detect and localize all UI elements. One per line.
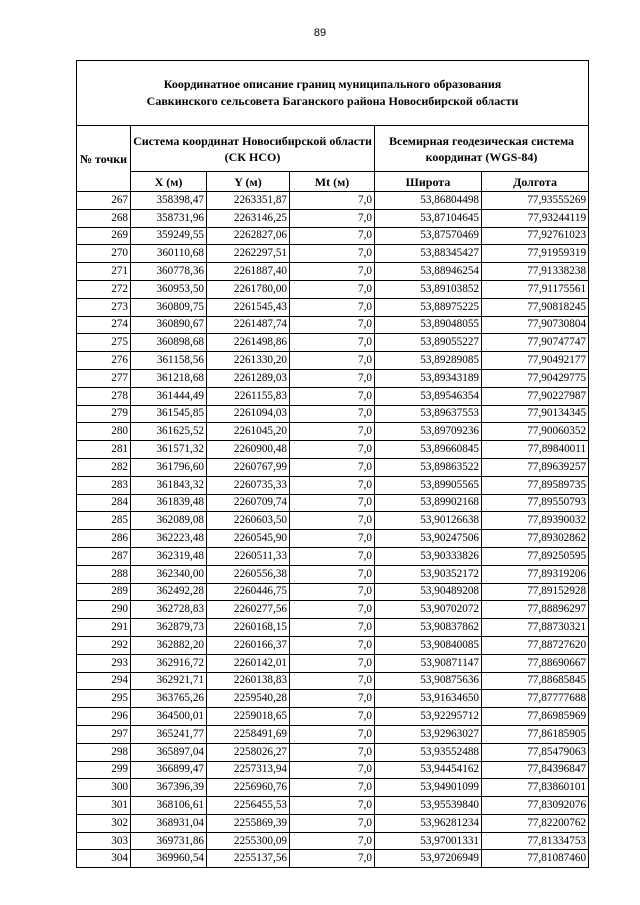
cell-longitude: 77,88727620 (482, 636, 589, 654)
cell-mt: 7,0 (290, 352, 375, 370)
cell-y: 2260446,75 (207, 583, 290, 601)
cell-longitude: 77,85479063 (482, 743, 589, 761)
cell-y: 2260603,50 (207, 512, 290, 530)
cell-longitude: 77,93555269 (482, 192, 589, 210)
cell-y: 2259540,28 (207, 690, 290, 708)
cell-mt: 7,0 (290, 245, 375, 263)
cell-latitude: 53,89055227 (375, 334, 482, 352)
cell-latitude: 53,89103852 (375, 280, 482, 298)
table-row (77, 316, 589, 334)
cell-latitude: 53,90352172 (375, 565, 482, 583)
table-row (77, 619, 589, 637)
cell-latitude: 53,90489208 (375, 583, 482, 601)
cell-x: 358731,96 (131, 209, 207, 227)
table-row (77, 280, 589, 298)
cell-mt: 7,0 (290, 441, 375, 459)
cell-latitude: 53,93552488 (375, 743, 482, 761)
table-row (77, 654, 589, 672)
table-row (77, 779, 589, 797)
cell-x: 362089,08 (131, 512, 207, 530)
cell-y: 2260142,01 (207, 654, 290, 672)
cell-point-no: 269 (77, 227, 131, 245)
table-row (77, 369, 589, 387)
cell-latitude: 53,87570469 (375, 227, 482, 245)
cell-latitude: 53,86804498 (375, 192, 482, 210)
table-row (77, 387, 589, 405)
cell-y: 2260735,33 (207, 476, 290, 494)
cell-y: 2260900,48 (207, 441, 290, 459)
table-row (77, 743, 589, 761)
cell-latitude: 53,89048055 (375, 316, 482, 334)
cell-latitude: 53,92963027 (375, 725, 482, 743)
cell-x: 361571,32 (131, 441, 207, 459)
cell-x: 369731,86 (131, 832, 207, 850)
cell-x: 366899,47 (131, 761, 207, 779)
table-row (77, 583, 589, 601)
cell-x: 364500,01 (131, 708, 207, 726)
cell-point-no: 299 (77, 761, 131, 779)
cell-y: 2256455,53 (207, 797, 290, 815)
cell-latitude: 53,89546354 (375, 387, 482, 405)
cell-mt: 7,0 (290, 779, 375, 797)
cell-point-no: 285 (77, 512, 131, 530)
cell-point-no: 302 (77, 814, 131, 832)
cell-x: 361158,56 (131, 352, 207, 370)
cell-mt: 7,0 (290, 547, 375, 565)
cell-mt: 7,0 (290, 423, 375, 441)
cell-y: 2255869,39 (207, 814, 290, 832)
cell-x: 362319,48 (131, 547, 207, 565)
cell-latitude: 53,90871147 (375, 654, 482, 672)
cell-x: 369960,54 (131, 850, 207, 868)
cell-x: 360890,67 (131, 316, 207, 334)
cell-longitude: 77,82200762 (482, 814, 589, 832)
cell-x: 359249,55 (131, 227, 207, 245)
table-row (77, 441, 589, 459)
cell-longitude: 77,90730804 (482, 316, 589, 334)
cell-x: 358398,47 (131, 192, 207, 210)
cell-latitude: 53,88975225 (375, 298, 482, 316)
cell-longitude: 77,81087460 (482, 850, 589, 868)
cell-x: 362879,73 (131, 619, 207, 637)
cell-longitude: 77,90227987 (482, 387, 589, 405)
cell-longitude: 77,81334753 (482, 832, 589, 850)
cell-x: 362728,83 (131, 601, 207, 619)
table-row (77, 512, 589, 530)
table-row (77, 547, 589, 565)
cell-point-no: 295 (77, 690, 131, 708)
cell-y: 2260767,99 (207, 458, 290, 476)
cell-longitude: 77,89639257 (482, 458, 589, 476)
cell-longitude: 77,90492177 (482, 352, 589, 370)
header-longitude: Долгота (482, 172, 589, 192)
table-row (77, 423, 589, 441)
table-row (77, 601, 589, 619)
table-row (77, 405, 589, 423)
cell-y: 2260556,38 (207, 565, 290, 583)
table-row (77, 494, 589, 512)
cell-mt: 7,0 (290, 814, 375, 832)
cell-point-no: 276 (77, 352, 131, 370)
cell-y: 2260168,15 (207, 619, 290, 637)
table-row (77, 761, 589, 779)
cell-point-no: 267 (77, 192, 131, 210)
cell-latitude: 53,96281234 (375, 814, 482, 832)
cell-y: 2262827,06 (207, 227, 290, 245)
cell-y: 2262297,51 (207, 245, 290, 263)
cell-y: 2261330,20 (207, 352, 290, 370)
cell-mt: 7,0 (290, 601, 375, 619)
table-row (77, 690, 589, 708)
cell-mt: 7,0 (290, 850, 375, 868)
cell-latitude: 53,88345427 (375, 245, 482, 263)
cell-y: 2255137,56 (207, 850, 290, 868)
cell-mt: 7,0 (290, 725, 375, 743)
cell-longitude: 77,90134345 (482, 405, 589, 423)
cell-y: 2261094,03 (207, 405, 290, 423)
table-row (77, 636, 589, 654)
cell-mt: 7,0 (290, 209, 375, 227)
cell-point-no: 270 (77, 245, 131, 263)
header-latitude: Широта (375, 172, 482, 192)
table-row (77, 565, 589, 583)
cell-x: 361218,68 (131, 369, 207, 387)
cell-longitude: 77,86185905 (482, 725, 589, 743)
cell-point-no: 291 (77, 619, 131, 637)
cell-point-no: 301 (77, 797, 131, 815)
cell-mt: 7,0 (290, 690, 375, 708)
cell-longitude: 77,89550793 (482, 494, 589, 512)
cell-longitude: 77,90060352 (482, 423, 589, 441)
cell-y: 2261780,00 (207, 280, 290, 298)
cell-mt: 7,0 (290, 387, 375, 405)
header-local-system: Система координат Новосибирской области (СК НСО) (131, 126, 375, 172)
cell-y: 2261487,74 (207, 316, 290, 334)
cell-longitude: 77,90429775 (482, 369, 589, 387)
cell-x: 365241,77 (131, 725, 207, 743)
cell-x: 368106,61 (131, 797, 207, 815)
cell-mt: 7,0 (290, 636, 375, 654)
cell-point-no: 296 (77, 708, 131, 726)
table-row (77, 192, 589, 210)
cell-latitude: 53,92295712 (375, 708, 482, 726)
cell-latitude: 53,95539840 (375, 797, 482, 815)
cell-point-no: 284 (77, 494, 131, 512)
cell-x: 361796,60 (131, 458, 207, 476)
cell-longitude: 77,87777688 (482, 690, 589, 708)
cell-mt: 7,0 (290, 334, 375, 352)
page-number: 89 (313, 27, 327, 39)
table-row (77, 672, 589, 690)
cell-x: 361843,32 (131, 476, 207, 494)
cell-mt: 7,0 (290, 512, 375, 530)
table-row (77, 458, 589, 476)
coordinates-table (76, 60, 589, 868)
cell-latitude: 53,89637553 (375, 405, 482, 423)
table-body (77, 192, 589, 868)
table-row (77, 725, 589, 743)
cell-y: 2258026,27 (207, 743, 290, 761)
table-row (77, 797, 589, 815)
cell-y: 2258491,69 (207, 725, 290, 743)
cell-longitude: 77,89302862 (482, 530, 589, 548)
cell-x: 362340,00 (131, 565, 207, 583)
cell-latitude: 53,89343189 (375, 369, 482, 387)
cell-y: 2261545,43 (207, 298, 290, 316)
cell-x: 367396,39 (131, 779, 207, 797)
table-row (77, 209, 589, 227)
cell-mt: 7,0 (290, 672, 375, 690)
cell-mt: 7,0 (290, 316, 375, 334)
cell-longitude: 77,83860101 (482, 779, 589, 797)
cell-y: 2260545,90 (207, 530, 290, 548)
cell-latitude: 53,88946254 (375, 263, 482, 281)
cell-x: 360898,68 (131, 334, 207, 352)
cell-longitude: 77,90818245 (482, 298, 589, 316)
cell-longitude: 77,92761023 (482, 227, 589, 245)
cell-longitude: 77,89840011 (482, 441, 589, 459)
cell-latitude: 53,90702072 (375, 601, 482, 619)
header-wgs-system: Всемирная геодезическая система координат (WGS-84) (375, 126, 589, 172)
cell-longitude: 77,89390032 (482, 512, 589, 530)
cell-point-no: 280 (77, 423, 131, 441)
cell-point-no: 275 (77, 334, 131, 352)
cell-point-no: 272 (77, 280, 131, 298)
cell-x: 363765,26 (131, 690, 207, 708)
cell-longitude: 77,88730321 (482, 619, 589, 637)
cell-latitude: 53,90875636 (375, 672, 482, 690)
cell-mt: 7,0 (290, 654, 375, 672)
table-row (77, 708, 589, 726)
cell-latitude: 53,90840085 (375, 636, 482, 654)
cell-latitude: 53,90837862 (375, 619, 482, 637)
cell-mt: 7,0 (290, 476, 375, 494)
cell-y: 2263351,87 (207, 192, 290, 210)
table-row (77, 227, 589, 245)
cell-point-no: 281 (77, 441, 131, 459)
table-row (77, 530, 589, 548)
cell-mt: 7,0 (290, 530, 375, 548)
cell-y: 2260511,33 (207, 547, 290, 565)
cell-mt: 7,0 (290, 227, 375, 245)
cell-y: 2260277,56 (207, 601, 290, 619)
cell-longitude: 77,88896297 (482, 601, 589, 619)
cell-point-no: 298 (77, 743, 131, 761)
cell-y: 2260138,83 (207, 672, 290, 690)
cell-x: 362223,48 (131, 530, 207, 548)
cell-y: 2261045,20 (207, 423, 290, 441)
table-title (77, 61, 589, 126)
cell-longitude: 77,91959319 (482, 245, 589, 263)
cell-mt: 7,0 (290, 708, 375, 726)
cell-latitude: 53,97206949 (375, 850, 482, 868)
cell-x: 362492,28 (131, 583, 207, 601)
cell-x: 360778,36 (131, 263, 207, 281)
cell-mt: 7,0 (290, 494, 375, 512)
cell-latitude: 53,89660845 (375, 441, 482, 459)
cell-point-no: 283 (77, 476, 131, 494)
cell-mt: 7,0 (290, 192, 375, 210)
header-y: Y (м) (207, 172, 290, 192)
cell-latitude: 53,90333826 (375, 547, 482, 565)
table-row (77, 263, 589, 281)
cell-latitude: 53,89902168 (375, 494, 482, 512)
cell-point-no: 277 (77, 369, 131, 387)
cell-y: 2261289,03 (207, 369, 290, 387)
cell-latitude: 53,89289085 (375, 352, 482, 370)
cell-point-no: 268 (77, 209, 131, 227)
cell-point-no: 286 (77, 530, 131, 548)
cell-mt: 7,0 (290, 743, 375, 761)
cell-point-no: 292 (77, 636, 131, 654)
cell-x: 361444,49 (131, 387, 207, 405)
cell-longitude: 77,89152928 (482, 583, 589, 601)
cell-y: 2260709,74 (207, 494, 290, 512)
cell-latitude: 53,94454162 (375, 761, 482, 779)
cell-latitude: 53,97001331 (375, 832, 482, 850)
cell-x: 368931,04 (131, 814, 207, 832)
cell-point-no: 271 (77, 263, 131, 281)
cell-point-no: 287 (77, 547, 131, 565)
cell-point-no: 289 (77, 583, 131, 601)
table-row (77, 245, 589, 263)
cell-latitude: 53,89905565 (375, 476, 482, 494)
title-line-2: Савкинского сельсовета Баганского района Новосибирской области (146, 94, 519, 108)
cell-y: 2255300,09 (207, 832, 290, 850)
cell-longitude: 77,90747747 (482, 334, 589, 352)
cell-longitude: 77,91338238 (482, 263, 589, 281)
cell-point-no: 273 (77, 298, 131, 316)
cell-point-no: 294 (77, 672, 131, 690)
cell-point-no: 290 (77, 601, 131, 619)
cell-longitude: 77,84396847 (482, 761, 589, 779)
cell-latitude: 53,94901099 (375, 779, 482, 797)
cell-x: 362921,71 (131, 672, 207, 690)
cell-x: 361545,85 (131, 405, 207, 423)
cell-x: 365897,04 (131, 743, 207, 761)
cell-mt: 7,0 (290, 761, 375, 779)
cell-mt: 7,0 (290, 619, 375, 637)
cell-mt: 7,0 (290, 832, 375, 850)
cell-mt: 7,0 (290, 583, 375, 601)
table-row (77, 476, 589, 494)
cell-mt: 7,0 (290, 565, 375, 583)
table-row (77, 850, 589, 868)
cell-point-no: 303 (77, 832, 131, 850)
cell-point-no: 297 (77, 725, 131, 743)
cell-latitude: 53,91634650 (375, 690, 482, 708)
cell-x: 362916,72 (131, 654, 207, 672)
cell-mt: 7,0 (290, 369, 375, 387)
cell-y: 2263146,25 (207, 209, 290, 227)
table-row (77, 814, 589, 832)
cell-y: 2261887,40 (207, 263, 290, 281)
cell-y: 2257313,94 (207, 761, 290, 779)
cell-longitude: 77,83092076 (482, 797, 589, 815)
cell-point-no: 304 (77, 850, 131, 868)
cell-y: 2260166,37 (207, 636, 290, 654)
cell-y: 2261498,86 (207, 334, 290, 352)
cell-mt: 7,0 (290, 405, 375, 423)
cell-point-no: 300 (77, 779, 131, 797)
cell-longitude: 77,88690667 (482, 654, 589, 672)
cell-y: 2259018,65 (207, 708, 290, 726)
cell-point-no: 288 (77, 565, 131, 583)
cell-x: 360110,68 (131, 245, 207, 263)
cell-x: 362882,20 (131, 636, 207, 654)
cell-x: 360809,75 (131, 298, 207, 316)
cell-point-no: 278 (77, 387, 131, 405)
cell-latitude: 53,90247506 (375, 530, 482, 548)
cell-mt: 7,0 (290, 263, 375, 281)
header-point-no: № точки (77, 126, 131, 192)
cell-longitude: 77,88685845 (482, 672, 589, 690)
cell-mt: 7,0 (290, 458, 375, 476)
cell-longitude: 77,93244119 (482, 209, 589, 227)
cell-point-no: 279 (77, 405, 131, 423)
title-line-1: Координатное описание границ муниципального образования (163, 77, 502, 91)
cell-mt: 7,0 (290, 797, 375, 815)
cell-x: 360953,50 (131, 280, 207, 298)
cell-latitude: 53,87104645 (375, 209, 482, 227)
cell-mt: 7,0 (290, 298, 375, 316)
header-x: X (м) (131, 172, 207, 192)
cell-latitude: 53,89863522 (375, 458, 482, 476)
cell-point-no: 274 (77, 316, 131, 334)
cell-longitude: 77,91175561 (482, 280, 589, 298)
cell-x: 361625,52 (131, 423, 207, 441)
cell-y: 2256960,76 (207, 779, 290, 797)
cell-latitude: 53,89709236 (375, 423, 482, 441)
cell-longitude: 77,89250595 (482, 547, 589, 565)
cell-longitude: 77,89589735 (482, 476, 589, 494)
cell-mt: 7,0 (290, 280, 375, 298)
cell-y: 2261155,83 (207, 387, 290, 405)
table-row (77, 334, 589, 352)
cell-longitude: 77,89319206 (482, 565, 589, 583)
table-row (77, 298, 589, 316)
table-row (77, 352, 589, 370)
cell-latitude: 53,90126638 (375, 512, 482, 530)
cell-point-no: 293 (77, 654, 131, 672)
cell-x: 361839,48 (131, 494, 207, 512)
cell-longitude: 77,86985969 (482, 708, 589, 726)
header-mt: Mt (м) (290, 172, 375, 192)
table-row (77, 832, 589, 850)
cell-point-no: 282 (77, 458, 131, 476)
